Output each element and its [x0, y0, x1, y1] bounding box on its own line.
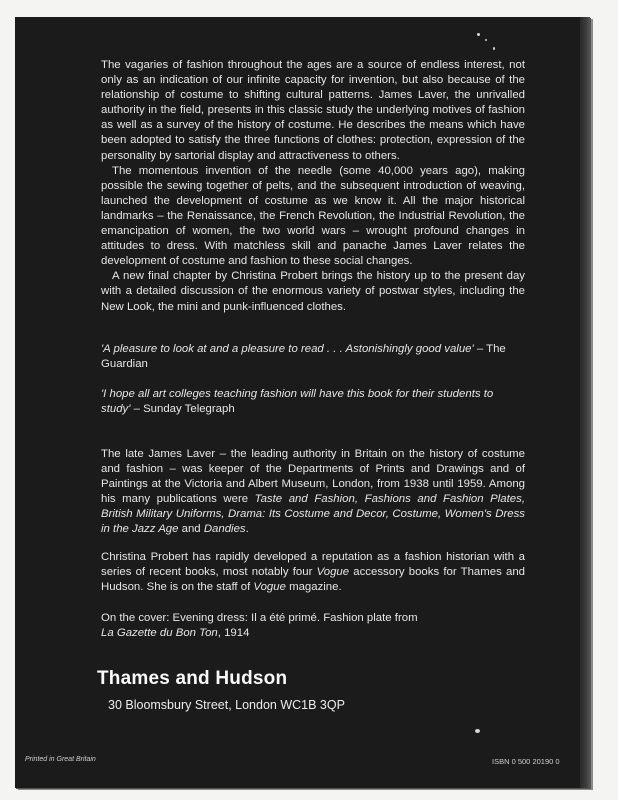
bio-text: The late James Laver – the leading authority in Britain on the history of costume and fashion – was keeper of the Departments of Prints and Drawings and of Paintings at the Victoria and Albert Museum, London, from 1938 until 1959. Among his many publications were: [101, 448, 525, 506]
back-cover: [15, 17, 590, 788]
cover-note-year: , 1914: [217, 627, 250, 640]
bio-text: and: [178, 523, 204, 536]
magazine-title: Vogue: [253, 581, 286, 594]
scuff-mark: [485, 39, 487, 41]
author-bio-laver: [101, 447, 525, 553]
scuff-mark: [493, 47, 495, 50]
publisher-address: 30 Bloomsbury Street, London WC1B 3QP: [108, 698, 345, 712]
isbn-label: ISBN 0 500 20190 0: [492, 757, 560, 766]
cover-note-line: [101, 626, 525, 641]
quote-source: – The Guardian: [101, 343, 506, 371]
bio-text: .: [245, 523, 249, 536]
magazine-title: Vogue: [316, 566, 350, 579]
bio-text: Christina Probert has rapidly developed a reputation as a fashion historian with a series of recent books, most notably four: [101, 551, 525, 579]
quote-source: – Sunday Telegraph: [130, 403, 235, 416]
blurb-paragraph-1: The vagaries of fashion throughout the ages are a source of endless interest, not only as an indication of our infinite capacity for invention, but also because of the relationship of costume to shifting cultural patterns. James Laver, the unrivalled authority in the field, presents in this classic study the underlying motives of fashion as well as a survey of the history of costume. He describes the means which have been adopted to satisfy the three functions of clothes: protection, expression of the personality by sartorial display and attractiveness to others.: [101, 59, 525, 162]
book-titles: Taste and Fashion, Fashions and Fashion Plates, British Military Uniforms, Drama: Its Costume and Decor, Costume, Women's Dress in the Jazz Age: [101, 493, 525, 536]
quote-text: 'I hope all art colleges teaching fashion will have this book for their students to study': [101, 388, 494, 416]
scuff-mark: [475, 729, 480, 733]
publication-title: La Gazette du Bon Ton: [101, 627, 218, 640]
review-quotes: [101, 342, 525, 432]
cover-note-line: On the cover: Evening dress: Il a été primé. Fashion plate from: [101, 612, 418, 624]
review-quote-telegraph: [101, 387, 525, 417]
cover-edge: [580, 17, 590, 788]
bio-paragraph: [101, 447, 525, 538]
review-quote-guardian: [101, 342, 525, 372]
publisher-name: Thames and Hudson: [97, 668, 288, 689]
bio-text: magazine.: [285, 581, 342, 594]
quote-text: 'A pleasure to look at and a pleasure to read . . . Astonishingly good value': [101, 343, 474, 355]
printed-in-label: Printed in Great Britain: [25, 756, 96, 763]
author-bio-probert: [101, 550, 525, 595]
cover-note: [101, 611, 525, 642]
bio-text: accessory books for Thames and Hudson. She is on the staff of: [101, 566, 525, 594]
blurb-paragraph-3: A new final chapter by Christina Probert brings the history up to the present day with a detailed discussion of the enormous variety of postwar styles, including the New Look, the mini and punk-influenced clothes.: [101, 270, 525, 313]
scuff-mark: [477, 33, 480, 36]
book-title: Dandies: [203, 523, 246, 536]
blurb-text: [101, 58, 525, 315]
blurb-paragraph-2: The momentous invention of the needle (some 40,000 years ago), making possible the sewing together of pelts, and the subsequent introduction of weaving, launched the development of costume as we know it. All the major historical landmarks – the Renaissance, the French Revolution, the Industrial Revolution, the emancipation of women, the two world wars – wrought profound changes in attitudes to dress. With matchless skill and panache James Laver relates the development of costume and fashion to these social changes.: [101, 164, 525, 268]
